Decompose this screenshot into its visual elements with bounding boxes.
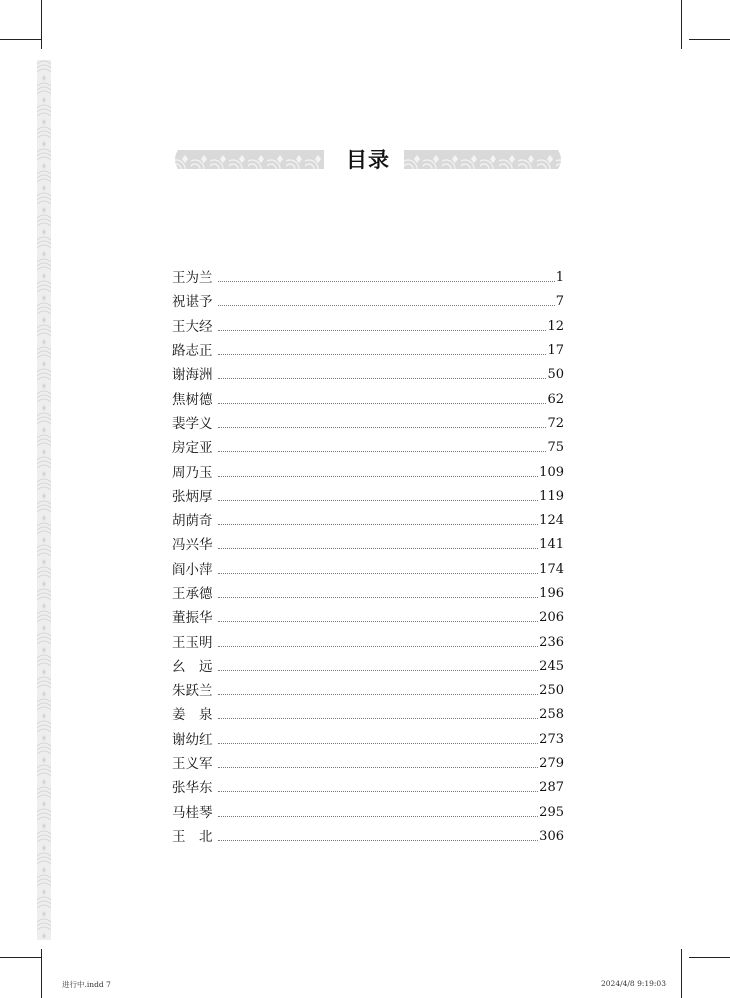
toc-entry-name: 冯兴华 [172,537,213,554]
toc-entry-page: 236 [539,634,564,650]
toc-entry[interactable] [172,436,564,460]
toc-entry[interactable] [172,776,564,800]
toc-entry-name: 裴学义 [172,415,213,432]
toc-leader-dots [218,499,538,501]
toc-entry[interactable] [172,533,564,557]
page-title: 目录 [346,147,390,172]
toc-entry-page: 306 [539,828,564,844]
toc-entry-name: 谢海洲 [172,367,213,384]
toc-leader-dots [218,402,546,404]
toc-entry[interactable] [172,679,564,703]
toc-leader-dots [218,377,546,379]
toc-entry-page: 12 [547,318,564,334]
toc-entry-name: 周乃玉 [172,464,213,481]
toc-entry-page: 124 [539,513,564,529]
toc-entry[interactable] [172,509,564,533]
toc-entry-name: 王承德 [172,586,213,602]
toc-entry-page: 7 [555,294,564,310]
toc-entry-name: 王大经 [172,318,213,335]
toc-entry-name: 王 北 [172,828,213,845]
footer-datetime: 2024/4/8 9:19:03 [601,979,666,988]
toc-entry-page: 75 [547,440,564,456]
toc-entry-page: 196 [539,586,564,601]
crop-mark [0,957,41,958]
crop-mark [689,39,730,40]
toc-entry-page: 62 [547,391,564,407]
footer-file-slug: 进行中.indd 7 [62,980,111,989]
toc-entry[interactable] [172,582,564,606]
toc-entry-name: 路志正 [172,343,213,360]
toc-entry-page: 279 [539,756,564,772]
toc-leader-dots [218,815,538,817]
toc-entry[interactable] [172,266,564,290]
toc-leader-dots [218,280,555,282]
toc-entry-name: 王玉明 [172,634,213,651]
toc-leader-dots [218,693,538,695]
toc-entry[interactable] [172,315,564,339]
toc-entry-name: 幺 远 [172,658,213,675]
crop-mark [41,0,42,49]
toc-leader-dots [218,304,555,306]
toc-leader-dots [218,329,546,331]
toc-entry-page: 273 [539,731,564,747]
toc-entry-name: 谢幼红 [172,731,213,748]
toc-entry[interactable] [172,825,564,849]
toc-leader-dots [218,450,546,452]
toc-entry-page: 72 [547,415,564,431]
toc-entry[interactable] [172,728,564,752]
crop-mark [681,949,682,998]
toc-entry-name: 胡荫奇 [172,513,213,530]
toc-leader-dots [218,669,538,671]
toc-leader-dots [218,426,546,428]
toc-entry-name: 马桂琴 [172,804,213,821]
toc-entry[interactable] [172,655,564,679]
toc-entry-name: 阎小萍 [172,561,213,578]
toc-entry[interactable] [172,801,564,825]
toc-leader-dots [218,645,538,647]
toc-entry-name: 王义军 [172,756,213,773]
toc-entry-page: 109 [539,464,564,480]
toc-entry[interactable] [172,460,564,484]
toc-leader-dots [218,717,538,719]
toc-leader-dots [218,353,546,355]
toc-leader-dots [218,620,538,622]
toc-list [172,266,564,849]
crop-mark [41,949,42,998]
toc-leader-dots [218,596,538,598]
toc-entry-page: 17 [547,343,564,359]
toc-leader-dots [218,475,538,477]
toc-entry-name: 祝谌予 [172,294,213,311]
toc-entry-page: 258 [539,707,564,723]
toc-entry-page: 50 [547,367,564,383]
toc-entry-name: 张华东 [172,780,213,797]
toc-entry-name: 姜 泉 [172,707,213,724]
toc-entry-page: 119 [539,488,564,504]
toc-entry[interactable] [172,606,564,630]
toc-entry[interactable] [172,630,564,654]
toc-entry-page: 287 [539,780,564,796]
toc-entry-name: 焦树德 [172,391,213,408]
side-ornament-strip [37,60,51,940]
crop-mark [681,0,682,49]
crop-mark [0,39,41,40]
toc-entry-page: 141 [539,537,564,553]
toc-entry[interactable] [172,752,564,776]
toc-leader-dots [218,766,538,768]
toc-entry-page: 250 [539,683,564,699]
toc-leader-dots [218,572,538,574]
toc-entry-name: 王为兰 [172,270,213,287]
toc-entry-name: 董振华 [172,610,213,627]
toc-entry[interactable] [172,485,564,509]
toc-entry-page: 245 [539,658,564,674]
toc-entry-page: 295 [539,804,564,820]
toc-entry[interactable] [172,558,564,582]
toc-leader-dots [218,547,538,549]
toc-entry[interactable] [172,412,564,436]
toc-entry-name: 朱跃兰 [172,683,213,700]
toc-entry[interactable] [172,387,564,411]
toc-leader-dots [218,839,538,841]
toc-leader-dots [218,742,538,744]
toc-entry-page: 206 [539,610,564,626]
toc-leader-dots [218,523,538,525]
toc-entry[interactable] [172,339,564,363]
toc-leader-dots [218,790,538,792]
toc-entry-name: 张炳厚 [172,488,213,505]
toc-entry-name: 房定亚 [172,440,213,457]
toc-entry-page: 1 [555,270,564,286]
toc-entry[interactable] [172,363,564,387]
toc-entry[interactable] [172,290,564,314]
crop-mark [689,957,730,958]
toc-entry[interactable] [172,703,564,727]
toc-entry-page: 174 [539,561,564,577]
